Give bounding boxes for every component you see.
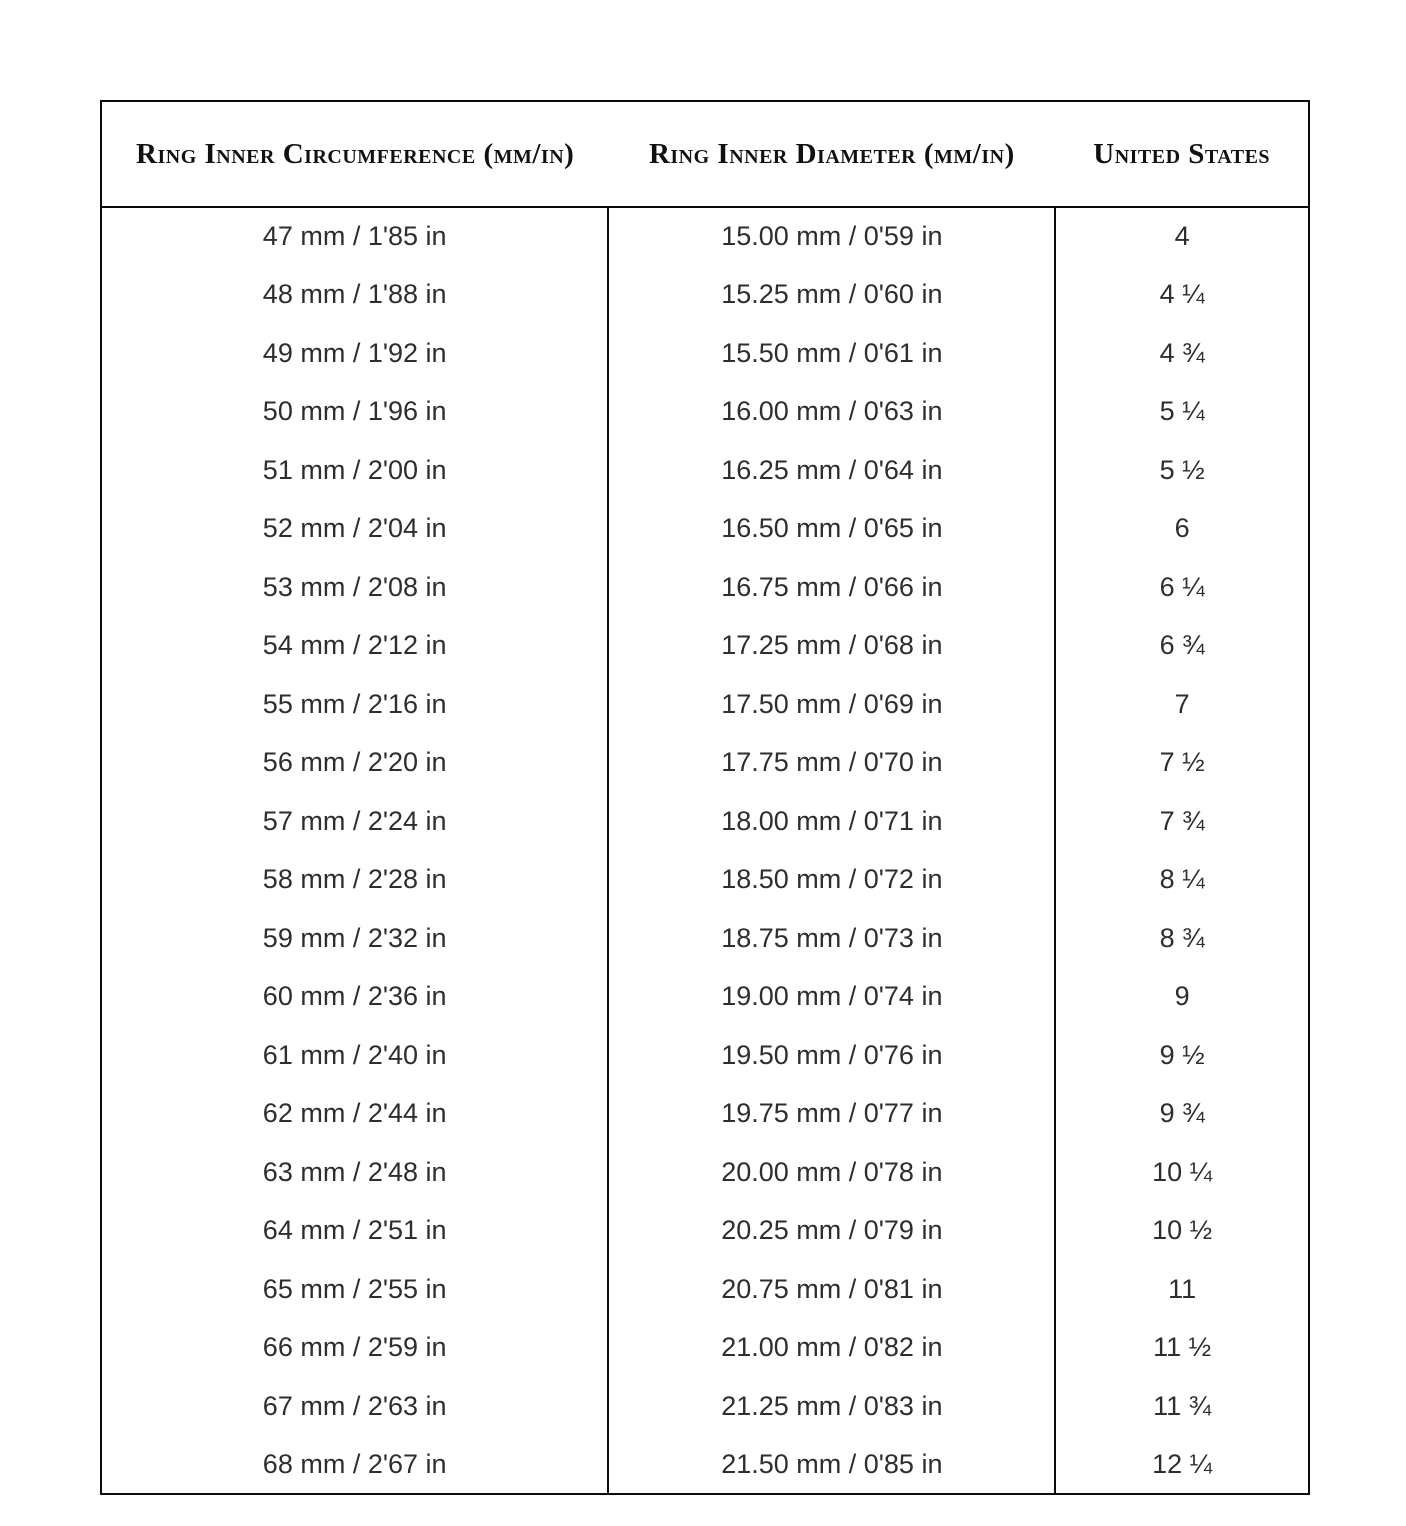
table-cell-diameter: 17.75 mm / 0'70 in xyxy=(608,734,1055,793)
table-cell-diameter: 15.25 mm / 0'60 in xyxy=(608,266,1055,325)
table-cell-circumference: 61 mm / 2'40 in xyxy=(262,1039,447,1070)
table-cell-diameter: 20.75 mm / 0'81 in xyxy=(608,1260,1055,1319)
table-cell-diameter: 20.00 mm / 0'78 in xyxy=(608,1143,1055,1202)
table-cell-us-size: 4 ¼ xyxy=(1055,266,1309,325)
table-cell-circumference: 60 mm / 2'36 in xyxy=(262,981,447,1012)
table-cell-diameter: 18.50 mm / 0'72 in xyxy=(608,851,1055,910)
table-cell-diameter: 15.00 mm / 0'59 in xyxy=(608,207,1055,266)
table-cell-circumference: 63 mm / 2'48 in xyxy=(262,1156,447,1187)
table-cell-us-size: 11 xyxy=(1055,1260,1309,1319)
table-cell-circumference: 57 mm / 2'24 in xyxy=(262,805,447,836)
table-cell-circumference: 54 mm / 2'12 in xyxy=(262,630,447,661)
table-cell-us-size: 5 ½ xyxy=(1055,441,1309,500)
table-cell-circumference: 51 mm / 2'00 in xyxy=(262,454,447,485)
table-cell-circumference: 49 mm / 1'92 in xyxy=(262,337,447,368)
table-row xyxy=(101,383,1309,442)
table-cell-circumference: 62 mm / 2'44 in xyxy=(262,1098,447,1129)
table-cell-diameter: 16.25 mm / 0'64 in xyxy=(608,441,1055,500)
table-cell-diameter: 21.00 mm / 0'82 in xyxy=(608,1319,1055,1378)
table-cell-circumference: 65 mm / 2'55 in xyxy=(262,1273,447,1304)
table-row xyxy=(101,792,1309,851)
table-cell-circumference: 64 mm / 2'51 in xyxy=(262,1215,447,1246)
table-cell-us-size: 8 ¼ xyxy=(1055,851,1309,910)
table-cell-diameter: 19.00 mm / 0'74 in xyxy=(608,968,1055,1027)
table-cell-diameter: 16.00 mm / 0'63 in xyxy=(608,383,1055,442)
table-row xyxy=(101,500,1309,559)
table-cell-diameter: 19.50 mm / 0'76 in xyxy=(608,1026,1055,1085)
table-row xyxy=(101,851,1309,910)
table-cell-us-size: 4 xyxy=(1055,207,1309,266)
table-cell-diameter: 21.50 mm / 0'85 in xyxy=(608,1436,1055,1495)
table-cell-diameter: 18.00 mm / 0'71 in xyxy=(608,792,1055,851)
table-row xyxy=(101,968,1309,1027)
table-body xyxy=(101,207,1309,1494)
table-row xyxy=(101,1260,1309,1319)
table-row xyxy=(101,1377,1309,1436)
table-row xyxy=(101,734,1309,793)
table-cell-circumference: 50 mm / 1'96 in xyxy=(262,396,447,427)
table-cell-diameter: 15.50 mm / 0'61 in xyxy=(608,324,1055,383)
table-cell-us-size: 6 xyxy=(1055,500,1309,559)
table-cell-circumference: 56 mm / 2'20 in xyxy=(262,747,447,778)
table-cell-us-size: 9 ¾ xyxy=(1055,1085,1309,1144)
table-cell-us-size: 7 xyxy=(1055,675,1309,734)
table-row xyxy=(101,324,1309,383)
ring-size-conversion-table xyxy=(100,100,1310,1495)
table-cell-circumference: 47 mm / 1'85 in xyxy=(262,221,447,252)
table-cell-circumference: 67 mm / 2'63 in xyxy=(262,1390,447,1421)
table-cell-diameter: 16.75 mm / 0'66 in xyxy=(608,558,1055,617)
table-cell-circumference: 58 mm / 2'28 in xyxy=(262,864,447,895)
table-row xyxy=(101,909,1309,968)
table-cell-diameter: 20.25 mm / 0'79 in xyxy=(608,1202,1055,1261)
table-cell-us-size: 11 ¾ xyxy=(1055,1377,1309,1436)
header-circumference: Ring Inner Circumference (mm/in) xyxy=(101,101,608,207)
table-row xyxy=(101,266,1309,325)
table-cell-us-size: 9 xyxy=(1055,968,1309,1027)
table-cell-diameter: 19.75 mm / 0'77 in xyxy=(608,1085,1055,1144)
header-united-states: United States xyxy=(1055,101,1309,207)
table-header-row xyxy=(101,101,1309,207)
table-cell-us-size: 6 ¾ xyxy=(1055,617,1309,676)
table-cell-circumference: 66 mm / 2'59 in xyxy=(262,1332,447,1363)
table-cell-circumference: 53 mm / 2'08 in xyxy=(262,571,447,602)
table-row xyxy=(101,558,1309,617)
table-cell-us-size: 6 ¼ xyxy=(1055,558,1309,617)
table-cell-us-size: 4 ¾ xyxy=(1055,324,1309,383)
table-cell-us-size: 8 ¾ xyxy=(1055,909,1309,968)
table-cell-circumference: 55 mm / 2'16 in xyxy=(262,688,447,719)
table-cell-diameter: 21.25 mm / 0'83 in xyxy=(608,1377,1055,1436)
table-cell-us-size: 10 ½ xyxy=(1055,1202,1309,1261)
table-row xyxy=(101,1085,1309,1144)
table-cell-circumference: 68 mm / 2'67 in xyxy=(262,1448,447,1479)
table-cell-diameter: 17.25 mm / 0'68 in xyxy=(608,617,1055,676)
table-cell-us-size: 12 ¼ xyxy=(1055,1436,1309,1495)
table-cell-diameter: 16.50 mm / 0'65 in xyxy=(608,500,1055,559)
table-cell-circumference: 59 mm / 2'32 in xyxy=(262,922,447,953)
table-cell-us-size: 11 ½ xyxy=(1055,1319,1309,1378)
table-cell-circumference: 48 mm / 1'88 in xyxy=(262,279,447,310)
table-cell-us-size: 10 ¼ xyxy=(1055,1143,1309,1202)
header-diameter: Ring Inner Diameter (mm/in) xyxy=(608,101,1055,207)
table-cell-us-size: 5 ¼ xyxy=(1055,383,1309,442)
table-row xyxy=(101,1436,1309,1495)
table-row xyxy=(101,207,1309,266)
table-row xyxy=(101,1026,1309,1085)
table-cell-diameter: 18.75 mm / 0'73 in xyxy=(608,909,1055,968)
table-row xyxy=(101,1202,1309,1261)
table-cell-us-size: 7 ¾ xyxy=(1055,792,1309,851)
table-cell-diameter: 17.50 mm / 0'69 in xyxy=(608,675,1055,734)
table-row xyxy=(101,441,1309,500)
table-cell-circumference: 52 mm / 2'04 in xyxy=(262,513,447,544)
table-row xyxy=(101,675,1309,734)
table-row xyxy=(101,1319,1309,1378)
table-cell-us-size: 7 ½ xyxy=(1055,734,1309,793)
table-row xyxy=(101,1143,1309,1202)
table-row xyxy=(101,617,1309,676)
table-cell-us-size: 9 ½ xyxy=(1055,1026,1309,1085)
